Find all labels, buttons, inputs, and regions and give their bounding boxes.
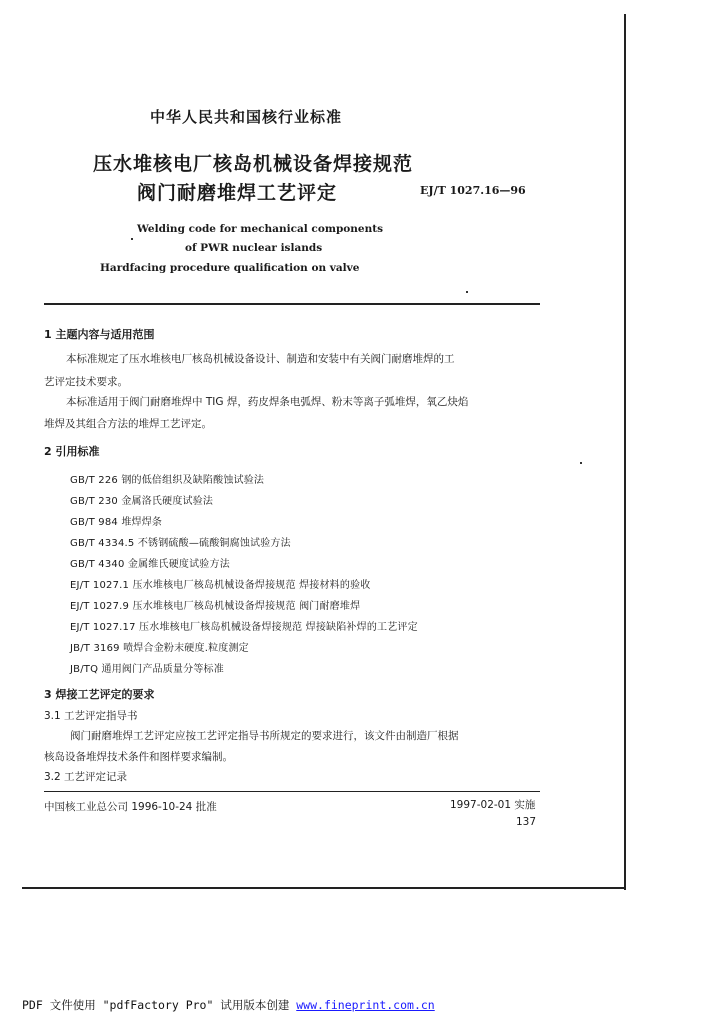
reference-item: GB/T 984 堆焊焊条 — [70, 517, 163, 528]
header-divider — [44, 303, 540, 305]
section-1-heading: 1 主题内容与适用范围 — [44, 328, 155, 341]
english-title-line-2: of PWR nuclear islands — [185, 242, 323, 254]
section-1-paragraph-2-line-2: 堆焊及其组合方法的堆焊工艺评定。 — [44, 418, 212, 430]
section-3-heading: 3 焊接工艺评定的要求 — [44, 688, 155, 701]
section-1-paragraph-1-line-2: 艺评定技术要求。 — [44, 376, 128, 388]
frame-bottom-edge — [22, 887, 626, 889]
section-3-1-paragraph-line-2: 核岛设备堆焊技术条件和图样要求编制。 — [44, 751, 233, 763]
pdf-watermark — [22, 997, 435, 1013]
section-2-heading: 2 引用标准 — [44, 445, 100, 458]
section-1-paragraph-1-line-1: 本标准规定了压水堆核电厂核岛机械设备设计、制造和安装中有关阀门耐磨堆焊的工 — [66, 353, 455, 365]
reference-item: EJ/T 1027.9 压水堆核电厂核岛机械设备焊接规范 阀门耐磨堆焊 — [70, 601, 361, 612]
issuing-organization: 中华人民共和国核行业标准 — [150, 108, 343, 126]
english-title-line-3: Hardfacing procedure qualification on valve — [100, 262, 360, 274]
scan-speck — [131, 238, 133, 240]
reference-item: GB/T 226 钢的低倍组织及缺陷酸蚀试验法 — [70, 475, 265, 486]
title-line-2: 阀门耐磨堆焊工艺评定 — [137, 182, 338, 204]
reference-item: EJ/T 1027.17 压水堆核电厂核岛机械设备焊接规范 焊接缺陷补焊的工艺评定 — [70, 622, 418, 633]
watermark-text: PDF 文件使用 "pdfFactory Pro" 试用版本创建 — [22, 998, 297, 1012]
standard-code: EJ/T 1027.16—96 — [420, 184, 526, 197]
reference-item: GB/T 4340 金属维氏硬度试验方法 — [70, 559, 230, 570]
section-3-1-paragraph-line-1: 阀门耐磨堆焊工艺评定应按工艺评定指导书所规定的要求进行，该文件由制造厂根据 — [70, 730, 459, 742]
reference-item: GB/T 230 金属洛氏硬度试验法 — [70, 496, 214, 507]
reference-item: GB/T 4334.5 不锈钢硫酸—硫酸铜腐蚀试验方法 — [70, 538, 291, 549]
reference-item: JB/T 3169 喷焊合金粉末硬度.粒度测定 — [70, 643, 249, 654]
footer-divider — [44, 791, 540, 792]
approval-statement: 中国核工业总公司 1996-10-24 批准 — [44, 801, 217, 813]
scan-speck — [580, 462, 582, 464]
watermark-link[interactable]: www.fineprint.com.cn — [296, 998, 435, 1012]
page-number: 137 — [516, 816, 537, 828]
reference-item: JB/TQ 通用阀门产品质量分等标准 — [70, 664, 224, 675]
frame-right-edge — [624, 14, 626, 890]
section-3-2-heading: 3.2 工艺评定记录 — [44, 771, 128, 783]
effective-date: 1997-02-01 实施 — [450, 799, 536, 811]
reference-item: EJ/T 1027.1 压水堆核电厂核岛机械设备焊接规范 焊接材料的验收 — [70, 580, 371, 591]
section-3-1-heading: 3.1 工艺评定指导书 — [44, 710, 138, 722]
english-title-line-1: Welding code for mechanical components — [137, 223, 383, 235]
scan-speck — [466, 291, 468, 293]
title-line-1: 压水堆核电厂核岛机械设备焊接规范 — [93, 153, 414, 175]
section-1-paragraph-2-line-1: 本标准适用于阀门耐磨堆焊中 TIG 焊，药皮焊条电弧焊、粉末等离子弧堆焊，氧乙炔焰 — [66, 396, 469, 408]
